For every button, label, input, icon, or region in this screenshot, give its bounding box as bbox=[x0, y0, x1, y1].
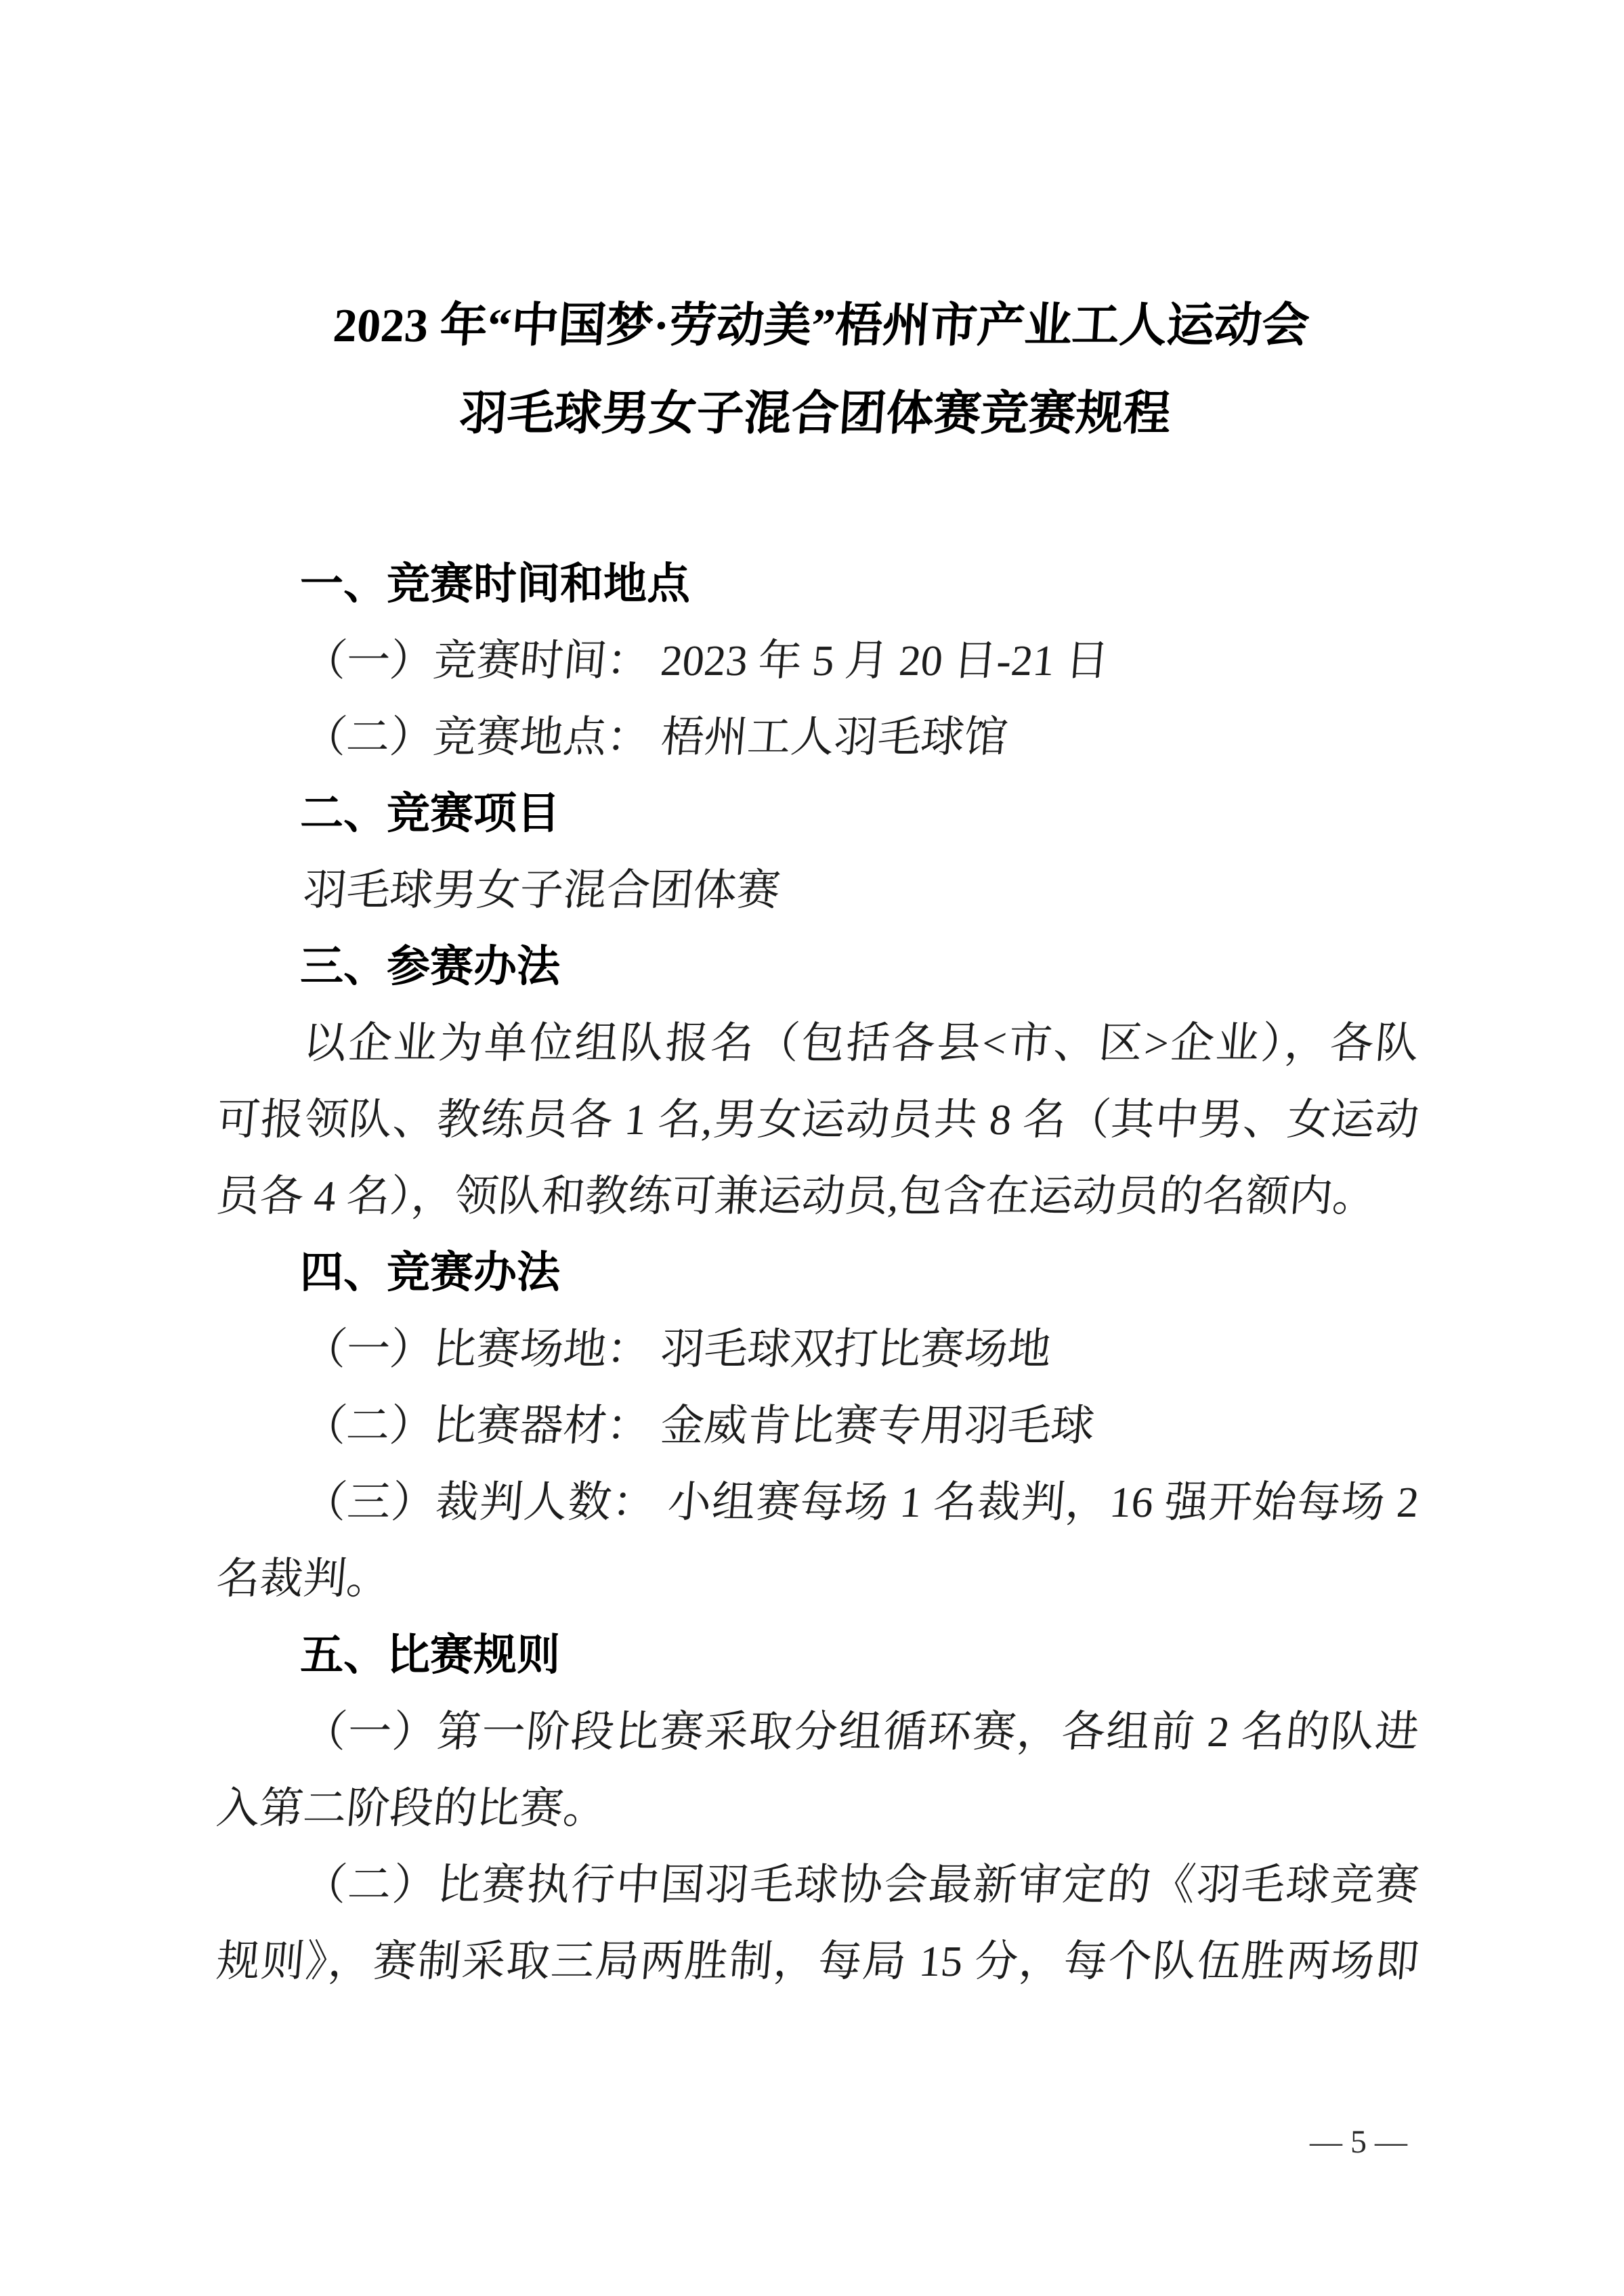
title-line-2: 羽毛球男女子混合团体赛竞赛规程 bbox=[457, 388, 1173, 440]
section-4-item-2: （二）比赛器材： 金威肯比赛专用羽毛球 bbox=[301, 1402, 1097, 1450]
section-3-para-line-3: 员各 4 名），领队和教练可兼运动员,包含在运动员的名额内。 bbox=[214, 1172, 1379, 1220]
section-5-item-1-line-1: （一）第一阶段比赛采取分组循环赛，各组前 2 名的队进 bbox=[301, 1708, 1422, 1756]
section-5-item-1-line-2: 入第二阶段的比赛。 bbox=[214, 1784, 610, 1832]
section-3-para-line-2: 可报领队、教练员各 1 名,男女运动员共 8 名（其中男、女运动 bbox=[214, 1096, 1422, 1144]
section-4-item-3-line-2: 名裁判。 bbox=[214, 1555, 393, 1603]
section-5-item-2-line-2: 规则》，赛制采取三局两胜制，每局 15 分，每个队伍胜两场即 bbox=[214, 1937, 1422, 1985]
section-1-item-2: （二）竞赛地点： 梧州工人羽毛球馆 bbox=[301, 713, 1010, 761]
section-2-content: 羽毛球男女子混合团体赛 bbox=[301, 866, 783, 914]
section-1-heading: 一、竞赛时间和地点 bbox=[300, 559, 690, 608]
section-4-item-3-line-1: （三）裁判人数： 小组赛每场 1 名裁判，16 强开始每场 2 bbox=[301, 1478, 1422, 1526]
section-4-item-1: （一）比赛场地： 羽毛球双打比赛场地 bbox=[301, 1325, 1054, 1373]
document-title bbox=[203, 282, 1433, 458]
section-1-item-1: （一）竞赛时间： 2023 年 5 月 20 日-21 日 bbox=[301, 636, 1111, 685]
section-4-heading: 四、竞赛办法 bbox=[300, 1248, 560, 1297]
section-3-heading: 三、参赛办法 bbox=[300, 942, 560, 991]
section-2-heading: 二、竞赛项目 bbox=[300, 789, 560, 838]
section-5-item-2-line-1: （二）比赛执行中国羽毛球协会最新审定的《羽毛球竞赛 bbox=[301, 1861, 1422, 1909]
document-body bbox=[213, 546, 1422, 1999]
title-line-1: 2023 年“中国梦·劳动美”梧州市产业工人运动会 bbox=[331, 300, 1311, 352]
page-number: — 5 — bbox=[1310, 2124, 1407, 2160]
section-3-para-line-1: 以企业为单位组队报名（包括各县<市、区>企业），各队 bbox=[301, 1019, 1422, 1067]
section-5-heading: 五、比赛规则 bbox=[300, 1630, 560, 1679]
